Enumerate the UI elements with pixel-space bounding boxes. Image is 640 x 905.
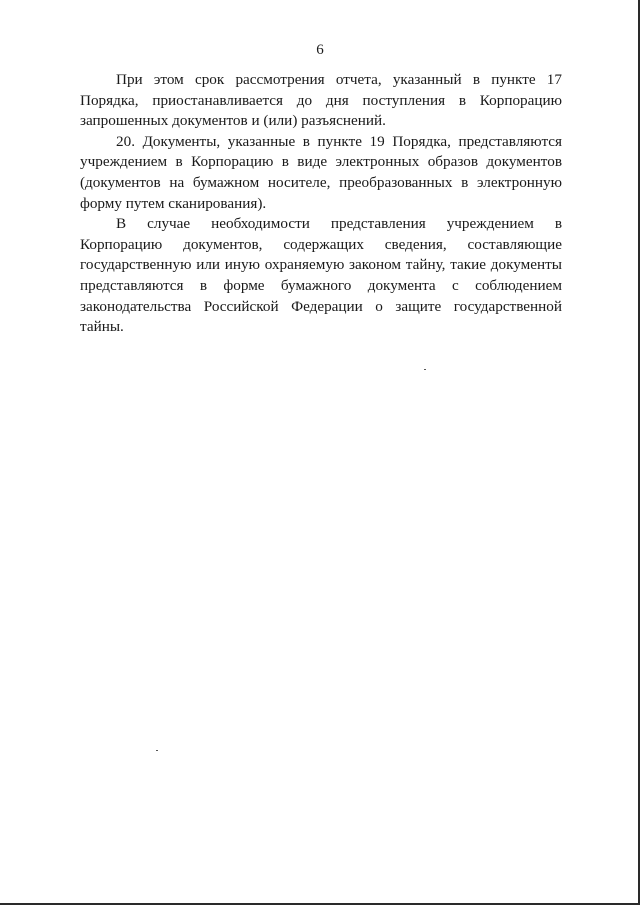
paragraph-item-20: 20. Документы, указанные в пункте 19 Порядка, представляются учреждением в Корпорацию в виде электронных образов документов (документов на бумажном носителе, преобразованных в электронную форму путем сканирования). (80, 132, 562, 212)
scan-speck (424, 369, 426, 370)
scan-speck (156, 750, 158, 751)
paragraph-state-secret: В случае необходимости представления учреждением в Корпорацию документов, содержащих сведения, составляющие государственную или иную охраняемую законом тайну, такие документы представляются в форме бумажного документа с соблюдением законодательства Российской Федерации о защите государственной тайны. (80, 215, 562, 336)
paragraph-review-suspension: При этом срок рассмотрения отчета, указанный в пункте 17 Порядка, приостанавливается до дня поступления в Корпорацию запрошенных документов и (или) разъяснений. (80, 71, 562, 130)
document-body (80, 70, 562, 338)
page-number: 6 (316, 42, 324, 58)
